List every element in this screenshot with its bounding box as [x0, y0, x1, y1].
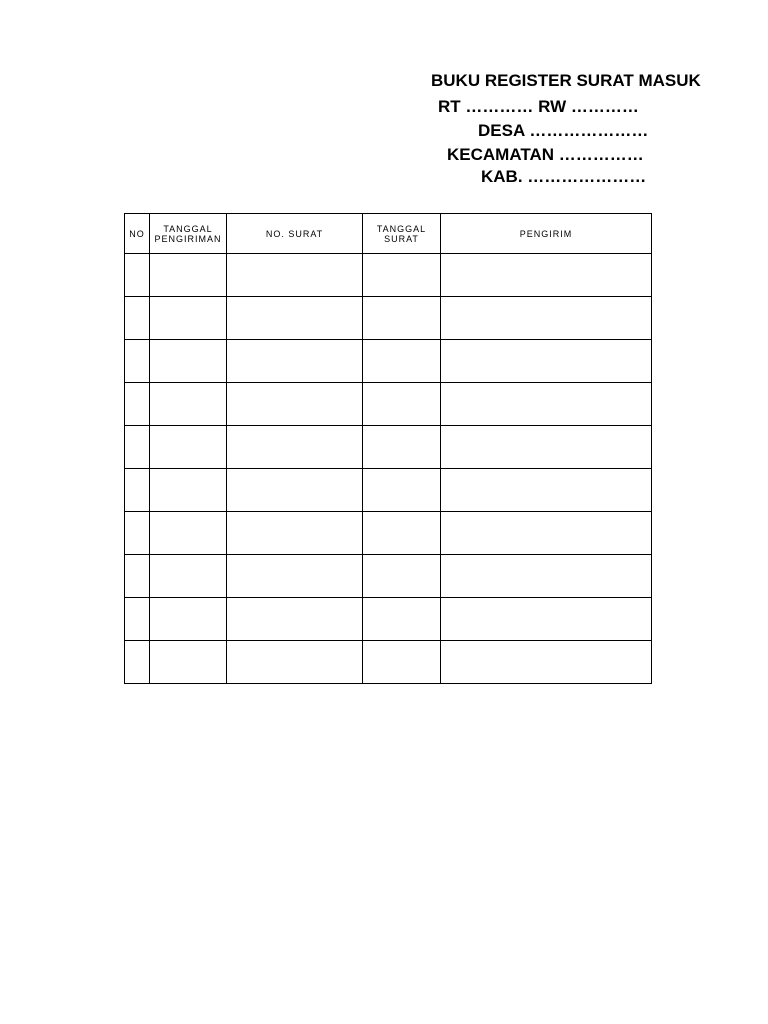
cell-tanggal-surat	[363, 426, 441, 469]
cell-no	[125, 598, 150, 641]
cell-no-surat	[227, 469, 363, 512]
cell-pengirim	[441, 340, 652, 383]
document-header	[0, 0, 768, 200]
header-tanggal-surat-line1: TANGGAL	[376, 223, 427, 234]
cell-tanggal-pengiriman	[150, 383, 227, 426]
document-title: BUKU REGISTER SURAT MASUK	[431, 71, 701, 90]
cell-tanggal-pengiriman	[150, 469, 227, 512]
table-header-row	[125, 214, 652, 254]
cell-tanggal-surat	[363, 512, 441, 555]
cell-no-surat	[227, 383, 363, 426]
cell-pengirim	[441, 555, 652, 598]
header-tanggal-pengiriman-line1: TANGGAL	[163, 223, 213, 234]
cell-no-surat	[227, 426, 363, 469]
kabupaten-line: KAB. …………………	[481, 167, 647, 186]
header-no: NO	[125, 214, 150, 254]
cell-pengirim	[441, 598, 652, 641]
title-block	[300, 66, 701, 196]
rt-rw-line: RT ………… RW …………	[438, 97, 639, 116]
cell-pengirim	[441, 254, 652, 297]
cell-pengirim	[441, 297, 652, 340]
cell-tanggal-pengiriman	[150, 512, 227, 555]
cell-tanggal-pengiriman	[150, 641, 227, 684]
cell-tanggal-pengiriman	[150, 297, 227, 340]
cell-tanggal-pengiriman	[150, 254, 227, 297]
table-row	[125, 641, 652, 684]
cell-no	[125, 426, 150, 469]
table-row	[125, 598, 652, 641]
cell-no	[125, 383, 150, 426]
cell-tanggal-surat	[363, 641, 441, 684]
header-no-surat: NO. SURAT	[227, 214, 363, 254]
table-row	[125, 555, 652, 598]
cell-tanggal-surat	[363, 297, 441, 340]
cell-no-surat	[227, 598, 363, 641]
cell-no	[125, 297, 150, 340]
cell-no-surat	[227, 641, 363, 684]
cell-tanggal-pengiriman	[150, 598, 227, 641]
cell-tanggal-pengiriman	[150, 340, 227, 383]
table-row	[125, 297, 652, 340]
cell-tanggal-surat	[363, 254, 441, 297]
header-tanggal-surat-line2: SURAT	[384, 233, 419, 244]
cell-tanggal-surat	[363, 469, 441, 512]
cell-no-surat	[227, 340, 363, 383]
cell-tanggal-surat	[363, 383, 441, 426]
cell-no-surat	[227, 254, 363, 297]
cell-tanggal-pengiriman	[150, 426, 227, 469]
cell-pengirim	[441, 641, 652, 684]
cell-pengirim	[441, 426, 652, 469]
cell-no-surat	[227, 512, 363, 555]
register-table	[124, 213, 652, 684]
cell-no	[125, 469, 150, 512]
cell-tanggal-surat	[363, 598, 441, 641]
cell-no	[125, 254, 150, 297]
cell-no	[125, 512, 150, 555]
table-row	[125, 383, 652, 426]
header-pengirim: PENGIRIM	[441, 214, 652, 254]
cell-no-surat	[227, 297, 363, 340]
cell-tanggal-pengiriman	[150, 555, 227, 598]
cell-no-surat	[227, 555, 363, 598]
table-row	[125, 512, 652, 555]
cell-tanggal-surat	[363, 340, 441, 383]
header-tanggal-pengiriman-line2: PENGIRIMAN	[154, 233, 222, 244]
cell-pengirim	[441, 383, 652, 426]
cell-pengirim	[441, 512, 652, 555]
header-tanggal-surat	[363, 214, 441, 254]
table-row	[125, 340, 652, 383]
cell-no	[125, 340, 150, 383]
table-row	[125, 426, 652, 469]
table-row	[125, 254, 652, 297]
desa-line: DESA …………………	[478, 121, 649, 140]
cell-no	[125, 641, 150, 684]
header-tanggal-pengiriman	[150, 214, 227, 254]
cell-tanggal-surat	[363, 555, 441, 598]
cell-pengirim	[441, 469, 652, 512]
table-row	[125, 469, 652, 512]
kecamatan-line: KECAMATAN ……………	[447, 145, 644, 164]
cell-no	[125, 555, 150, 598]
